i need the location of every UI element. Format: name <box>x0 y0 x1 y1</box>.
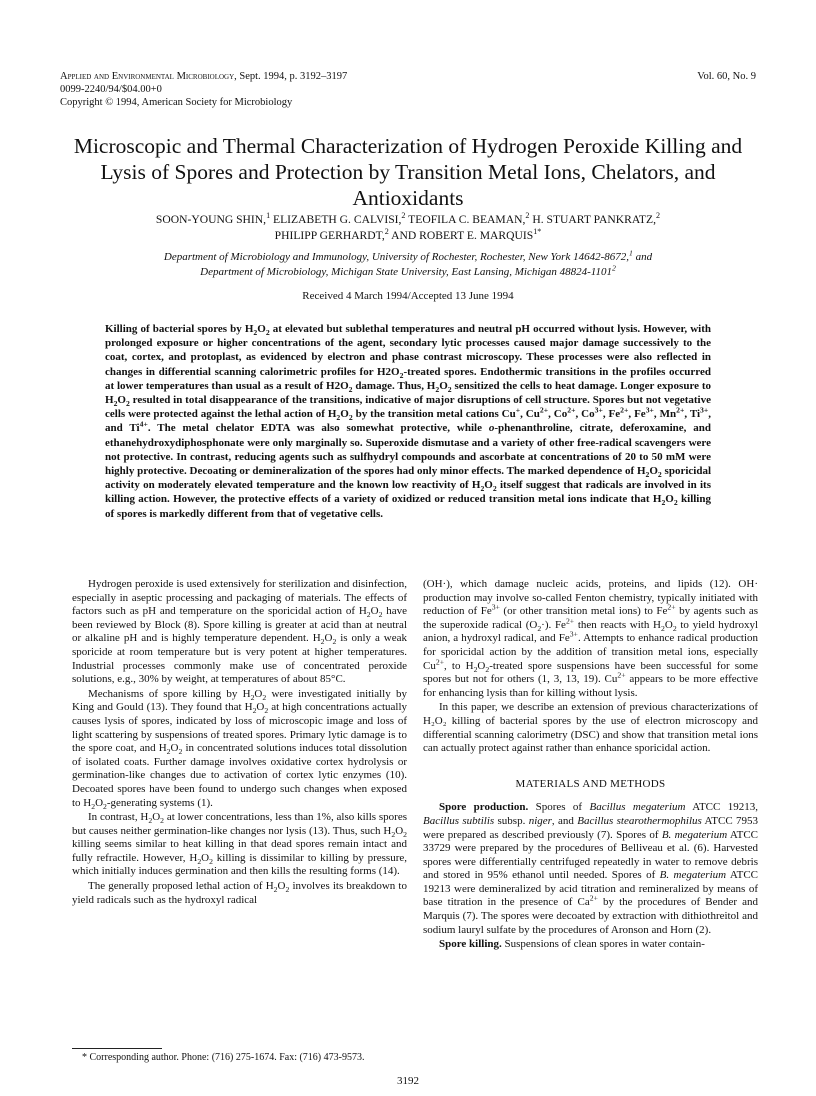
article-title: Microscopic and Thermal Characterization of Hydrogen Peroxide Killing and Lysis of Spores and Protection by Transition Metal Ions, Chelators, and Antioxidants <box>73 134 743 210</box>
paragraph: Hydrogen peroxide is used extensively for sterilization and disinfection, especially in aseptic processing and packaging of materials. The effects of factors such as pH and temperature on the sporicidal action of $H_2O_2$ have been reviewed by Block (8). Spore killing is greater at acid than at neutral or alkaline pH and is highly temperature dependent. $H_2O_2$ is only a weak sporicide at room temperature but is very potent at higher temperatures. Industrial processes commonly make use of concentrated peroxide solutions, e.g., 30% by weight, at temperatures of about 85°C. <box>72 578 408 686</box>
page-number: 3192 <box>397 1075 419 1087</box>
paragraph: Spore killing. Suspensions of clean spores in water contain- <box>439 938 705 951</box>
abstract: Killing of bacterial spores by $H_2O_2$ at elevated but sublethal temperatures and neutral pH occurred without lysis. However, with prolonged exposure or higher concentrations of the agent, secondary lytic processes caused major damage successively to the coat, cortex, and protoplast, as evidenced by electron and phase contrast microscopy. These processes were also reflected in changes in differential scanning calorimetric profiles for $H2O_2$-treated spores. Endothermic transitions in the profiles occurred at lower temperatures than usual as a result of $H2O_2$ damage. Thus, $H_2O_2$ sensitized the cells to heat damage. Longer exposure to $H_2O_2$ resulted in total disappearance of the transitions, indicative of major disruptions of cell structure. Spores but not vegetative cells were protected against the lethal action of $H_2O_2$ by the transition metal cations Cu+, $Cu^{2+}$, $Co^{2+}$, $Co^{3+}$, $Fe^{2+}$, $Fe^{3+}$, $Mn^{2+}$, $Ti^{3+}$, and $Ti^{4+}$. The metal chelator EDTA was also somewhat protective, while o-phenanthroline, citrate, deferoxamine, and ethanehydroxydiphosphonate were only marginally so. Superoxide dismutase and a variety of other free-radical scavengers were not protective. In contrast, reducing agents such as sulfhydryl compounds and ascorbate at concentrations of 20 to 50 mM were highly protective. Decoating or demineralization of the spores had only minor effects. The marked dependence of $H_2O_2$ sporicidal activity on moderately elevated temperature and the known low reactivity of $H_2O_2$ itself suggest that radicals are involved in its killing action. However, the protective effects of a variety of oxidized or reduced transition metal ions indicate that $H_2O_2$ killing of spores is markedly different from that of vegetative cells. <box>105 323 712 520</box>
paragraph: The generally proposed lethal action of $H_2O_2$ involves its breakdown to yield radicals such as the hydroxyl radical <box>72 880 407 906</box>
volume-issue: Vol. 60, No. 9 <box>697 71 756 82</box>
footnote: * Corresponding author. Phone: (716) 275-1674. Fax: (716) 473-9573. <box>82 1052 365 1063</box>
paragraph: (OH·), which damage nucleic acids, proteins, and lipids (12). OH· production may involve so-called Fenton chemistry, typically initiated with reduction of $Fe^{3+}$ (or other transition metal ions) to $Fe^{2+}$ by agents such as the superoxide radical $(O_2\cdot)$. $Fe^{2+}$ then reacts with $H_2O_2$ to yield hydroxyl anion, a hydroxyl radical, and $Fe^{3+}$. Attempts to enhance radical production for sporicidal action by the addition of transition metal ions, especially $Cu^{2+}$, to $H_2O_2$-treated spore suspensions have been successful for some spores but not for others (1, 3, 13, 19). $Cu^{2+}$ appears to be more effective for enhancing lysis than for killing without lysis. <box>423 578 759 699</box>
author-list: SOON-YOUNG SHIN,$^1$ ELIZABETH G. CALVISI,$^2$ TEOFILA C. BEAMAN,$^2$ H. STUART PANKRATZ,$^2$ PHILIPP GERHARDT,$^2$ AND ROBERT E. $MARQUIS^{1*}$ <box>155 211 661 242</box>
section-heading: MATERIALS AND METHODS <box>515 777 666 790</box>
left-column <box>72 578 407 907</box>
right-column <box>423 578 758 952</box>
copyright: Copyright © 1994, American Society for Microbiology <box>60 97 293 108</box>
paragraph: In this paper, we describe an extension of previous characterizations of H₂O₂ killing of bacterial spores by the use of electron microscopy and differential scanning calorimetry (DSC) and show that transition metal ions can actually protect against rather than enhance sporicidal action. <box>423 701 758 755</box>
journal-citation: Applied and Environmental Microbiology, Sept. 1994, p. 3192–3197 <box>60 71 348 82</box>
received-dates: Received 4 March 1994/Accepted 13 June 1994 <box>302 290 514 302</box>
paragraph: In contrast, $H_2O_2$ at lower concentrations, less than 1%, also kills spores but causes neither germination-like changes nor lysis (13). Thus, such $H_2O_2$ killing seems similar to heat killing in that dead spores remain intact and fully refractile. However, $H_2O_2$ killing is dissimilar to killing by pressure, which initially induces germination and then kills the resulting forms (14). <box>72 811 407 878</box>
affiliations: Department of Microbiology and Immunology, University of Rochester, Rochester, New York 14642-8672,$^1$ and Department of Microbiology, Michigan State University, East Lansing, Michigan 48824-1101$^2$ <box>163 248 653 278</box>
paragraph: Mechanisms of spore killing by $H_2O_2$ were investigated initially by King and Gould (13). They found that $H_2O_2$ at high concentrations actually causes lysis of spores, indicated by loss of microscopic image and loss of light scattering by suspensions of treated spores. Primary lytic damage is to the spore coat, and $H_2O_2$ in concentrated solutions induces total dissolution of isolated coats. Further damage involves oxidative cortex hydrolysis or germination-like changes due to activation of cortex lytic enzymes (10). Decoated spores have been found to undergo such changes when exposed to $H_2O_2$-generating systems (1). <box>72 687 407 811</box>
footnote-divider <box>72 1048 162 1049</box>
running-header <box>60 70 560 109</box>
issn: 0099-2240/94/$04.00+0 <box>60 84 162 95</box>
paragraph: Spore production. Spores of Bacillus megaterium ATCC 19213, Bacillus subtilis subsp. niger, and Bacillus stearothermophilus ATCC 7953 were prepared as described previously (7). Spores of B. megaterium ATCC 33729 were prepared by the procedures of Belliveau et al. (6). Harvested spores were differentially centrifuged repeatedly in water to remove debris and stored in 95% ethanol until needed. Spores of B. megaterium ATCC 19213 were demineralized by acid titration and remineralized by means of base titration in the presence of $Ca^{2+}$ by the procedures of Bender and Marquis (7). The spores were decoated by extraction with dithiothreitol and sodium lauryl sulfate by the procedures of Aronson and Horn (2). <box>423 801 759 936</box>
